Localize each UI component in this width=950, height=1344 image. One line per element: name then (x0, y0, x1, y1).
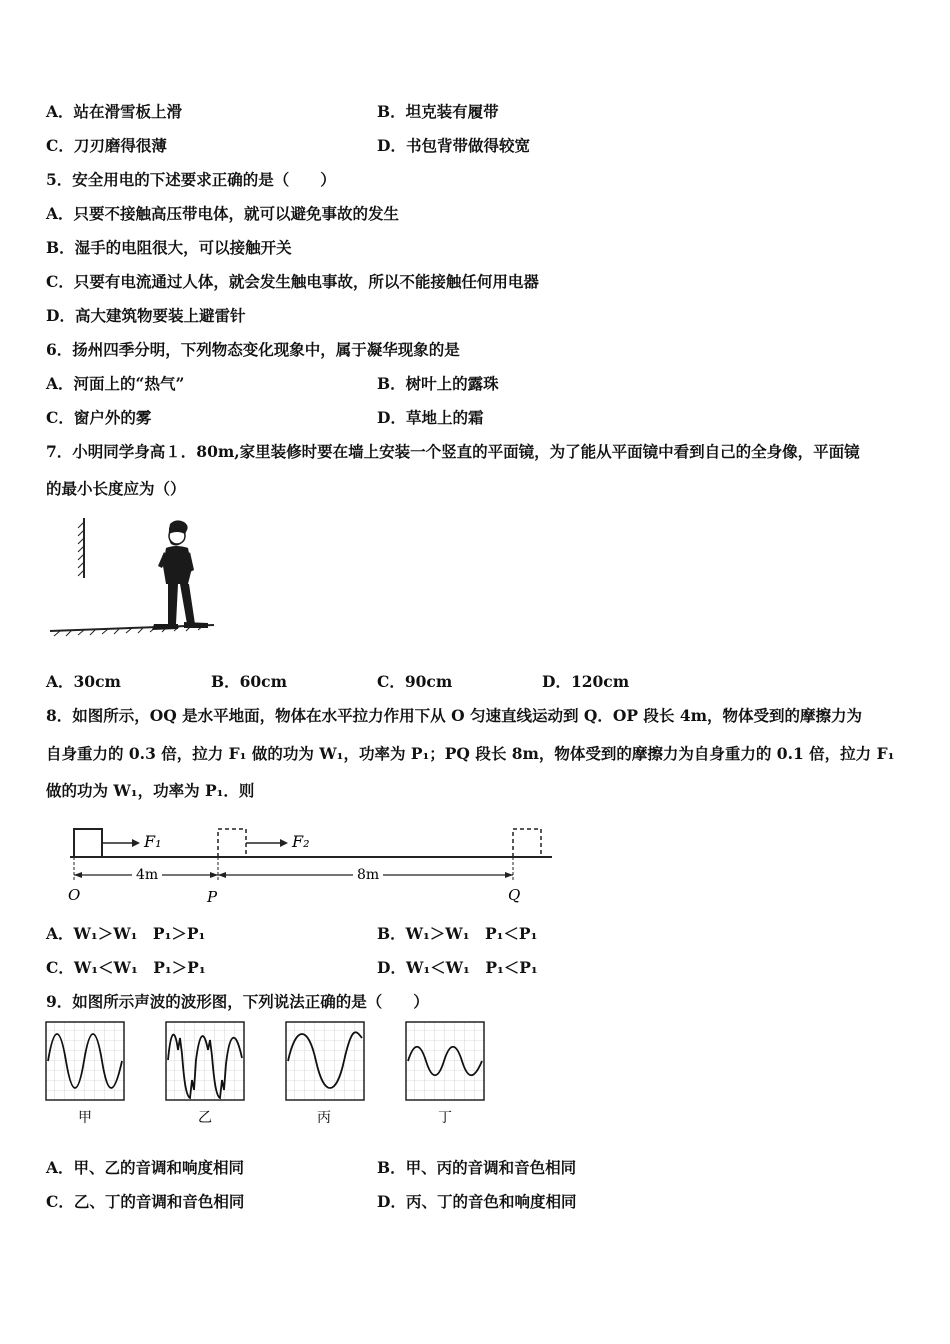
q8-option-d: D．W₁＜W₁ P₁＜P₁ (377, 958, 538, 977)
block-dashed-p (218, 829, 246, 857)
mirror-person-figure (46, 512, 221, 642)
q5-stem: 5．安全用电的下述要求正确的是（ ） (46, 170, 336, 189)
q8-option-b: B．W₁＞W₁ P₁＜P₁ (377, 924, 538, 943)
dim-8m-label: 8m (357, 867, 380, 883)
q4-option-a: A．站在滑雪板上滑 (46, 102, 183, 121)
q6-option-b: B．树叶上的露珠 (377, 374, 499, 393)
q8-stem-line3: 做的功为 W₁，功率为 P₁．则 (46, 781, 255, 800)
q5-option-a: A．只要不接触高压带电体，就可以避免事故的发生 (46, 204, 400, 223)
q7-option-a: A．30cm (46, 672, 121, 691)
q8-stem-line1: 8．如图所示，OQ 是水平地面，物体在水平拉力作用下从 O 匀速直线运动到 Q．OP 段长 4m，物体受到的摩擦力为 (46, 706, 863, 725)
point-o-label: O (68, 886, 81, 904)
q8-option-c: C．W₁＜W₁ P₁＞P₁ (46, 958, 206, 977)
q9-option-a: A．甲、乙的音调和响度相同 (46, 1158, 245, 1177)
force-diagram (60, 820, 560, 910)
f2-arrowhead (280, 839, 288, 847)
q6-option-d: D．草地上的霜 (377, 408, 484, 427)
q8-stem-line2: 自身重力的 0.3 倍，拉力 F₁ 做的功为 W₁，功率为 P₁；PQ 段长 8m，物体受到的摩擦力为自身重力的 0.1 倍，拉力 F₁ (46, 744, 895, 763)
dim-4m-label: 4m (136, 867, 159, 883)
person-icon (152, 520, 208, 630)
point-q-label: Q (508, 886, 521, 904)
q7-stem-line1: 7．小明同学身高１．80m,家里装修时要在墙上安装一个竖直的平面镜，为了能从平面镜中看到自己的全身像，平面镜 (46, 442, 860, 461)
q4-option-c: C．刀刃磨得很薄 (46, 136, 167, 155)
waveform-yi (166, 1022, 244, 1100)
q6-option-a: A．河面上的“热气” (46, 374, 185, 393)
f2-label: F₂ (292, 832, 310, 851)
waveform-figure (44, 1020, 494, 1130)
label-jia: 甲 (78, 1110, 92, 1126)
q5-option-d: D．高大建筑物要装上避雷针 (46, 306, 246, 325)
q6-option-c: C．窗户外的雾 (46, 408, 152, 427)
waveform-bing (286, 1022, 364, 1100)
q4-option-d: D．书包背带做得较宽 (377, 136, 530, 155)
block-solid (74, 829, 102, 857)
label-bing: 丙 (317, 1110, 331, 1126)
q5-option-c: C．只要有电流通过人体，就会发生触电事故，所以不能接触任何用电器 (46, 272, 539, 291)
q7-option-c: C．90cm (377, 672, 453, 691)
q8-option-a: A．W₁＞W₁ P₁＞P₁ (46, 924, 206, 943)
q4-option-b: B．坦克装有履带 (377, 102, 499, 121)
q9-option-d: D．丙、丁的音色和响度相同 (377, 1192, 577, 1211)
q9-option-b: B．甲、丙的音调和音色相同 (377, 1158, 577, 1177)
q7-option-d: D．120cm (542, 672, 630, 691)
waveform-jia (46, 1022, 124, 1100)
q6-stem: 6．扬州四季分明，下列物态变化现象中，属于凝华现象的是 (46, 340, 460, 359)
point-p-label: P (207, 888, 218, 906)
f1-label: F₁ (144, 832, 162, 851)
f1-arrowhead (132, 839, 140, 847)
q7-option-b: B．60cm (211, 672, 288, 691)
block-dashed-q (513, 829, 541, 857)
q9-option-c: C．乙、丁的音调和音色相同 (46, 1192, 245, 1211)
q7-stem-line2: 的最小长度应为（） (46, 479, 186, 498)
label-ding: 丁 (438, 1110, 452, 1126)
waveform-ding (406, 1022, 484, 1100)
q9-stem: 9．如图所示声波的波形图，下列说法正确的是（ ） (46, 992, 429, 1011)
q5-option-b: B．湿手的电阻很大，可以接触开关 (46, 238, 292, 257)
label-yi: 乙 (198, 1110, 212, 1126)
